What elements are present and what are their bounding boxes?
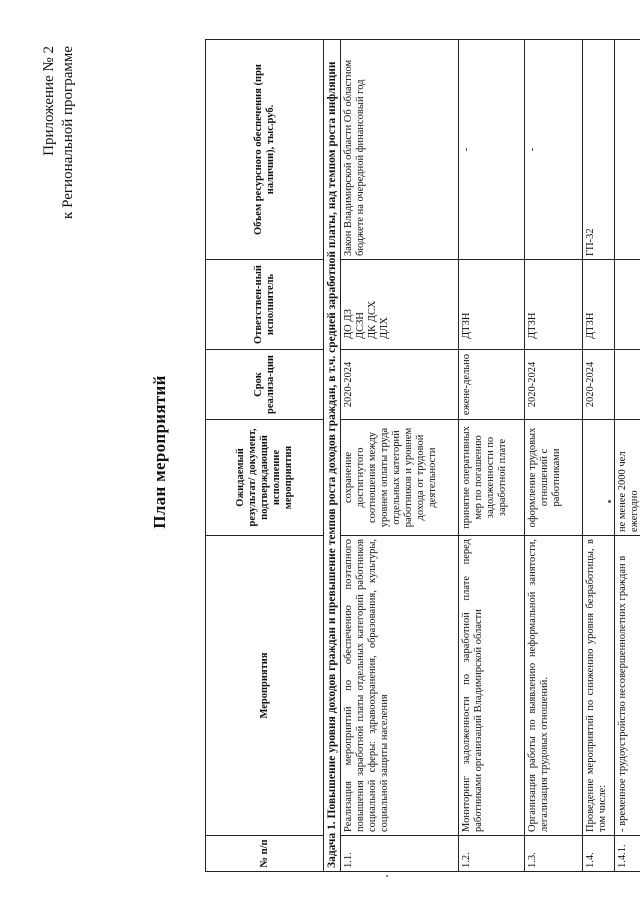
executor-list: ДО ДЗ ДСЗН ДК ДСХ ДЛХ xyxy=(343,300,390,339)
row-executor: ДТЗН xyxy=(525,260,583,350)
task-row xyxy=(324,40,341,872)
row-number: 1.3. xyxy=(525,836,583,872)
row-result: принятие оперативных мер по погашению задолженности по заработной плате xyxy=(459,420,525,536)
appendix-line-2: к Региональной программе xyxy=(60,46,76,219)
column-header-executor: Ответствен-ный исполнитель xyxy=(206,260,324,350)
row-result: оформление трудовых отношений с работниками xyxy=(525,420,583,536)
row-action: Организация работы по выявлению неформальной занятости, легализация трудовых отношений. xyxy=(525,536,583,836)
row-action: Реализация мероприятий по обеспечению поэтапного повышения заработной платы отдельных категорий работников социальной сферы: здравоохранения, образования, культуры, социальной защиты населения xyxy=(341,536,459,836)
row-number: 1.2. xyxy=(459,836,525,872)
table-row xyxy=(615,40,640,872)
row-executor xyxy=(341,260,459,350)
row-resources: - xyxy=(459,40,525,260)
column-header-number: № п/п xyxy=(206,836,324,872)
table-row xyxy=(583,40,615,872)
row-term: ежене-дельно xyxy=(459,350,525,420)
row-action: - временное трудоустройство несовершеннолетних граждан в xyxy=(615,536,640,836)
plan-table xyxy=(205,39,640,872)
row-resources: ГП-32 xyxy=(583,40,615,260)
scan-speck xyxy=(386,875,388,877)
appendix-line-1: Приложение № 2 xyxy=(41,46,57,156)
row-resources: Закон Владимирской области Об областном бюджете на очередной финансовый год xyxy=(341,40,459,260)
table-row xyxy=(459,40,525,872)
table-header-row xyxy=(206,40,324,872)
scan-speck xyxy=(608,500,611,503)
column-header-resources: Объем ресурсного обеспечения (при наличии), тыс.руб. xyxy=(206,40,324,260)
row-term xyxy=(615,350,640,420)
row-result: сохранение достигнутого соотношения между уровнем оплаты труда отдельных категорий работников и уровнем дохода от трудовой деятельности xyxy=(341,420,459,536)
column-header-result: Ожидаемый результат/ документ, подтверждающий исполнение мероприятия xyxy=(206,420,324,536)
appendix-header xyxy=(40,46,78,219)
table-row xyxy=(525,40,583,872)
row-action: Мониторинг задолженности по заработной плате перед работниками организаций Владимирской области xyxy=(459,536,525,836)
task-1-heading: Задача 1. Повышение уровня доходов граждан и превышение темпов роста доходов граждан, в т.ч. средней заработной платы, над темпом роста инфляции xyxy=(324,40,341,872)
row-executor: ДТЗН xyxy=(583,260,615,350)
table-row xyxy=(341,40,459,872)
row-term: 2020-2024 xyxy=(341,350,459,420)
row-term: 2020-2024 xyxy=(583,350,615,420)
row-executor xyxy=(615,260,640,350)
column-header-term: Срок реализа-ции xyxy=(206,350,324,420)
row-result xyxy=(583,420,615,536)
row-result: не менее 2000 чел ежегодно xyxy=(615,420,640,536)
row-action: Проведение мероприятий по снижению уровня безработицы, в том числе: xyxy=(583,536,615,836)
row-resources: - xyxy=(525,40,583,260)
rotated-content xyxy=(40,22,640,882)
row-executor: ДТЗН xyxy=(459,260,525,350)
column-header-action: Мероприятия xyxy=(206,536,324,836)
row-number: 1.4. xyxy=(583,836,615,872)
row-number: 1.4.1. xyxy=(615,836,640,872)
row-term: 2020-2024 xyxy=(525,350,583,420)
page-title: План мероприятий xyxy=(150,375,169,529)
row-resources xyxy=(615,40,640,260)
row-number: 1.1. xyxy=(341,836,459,872)
